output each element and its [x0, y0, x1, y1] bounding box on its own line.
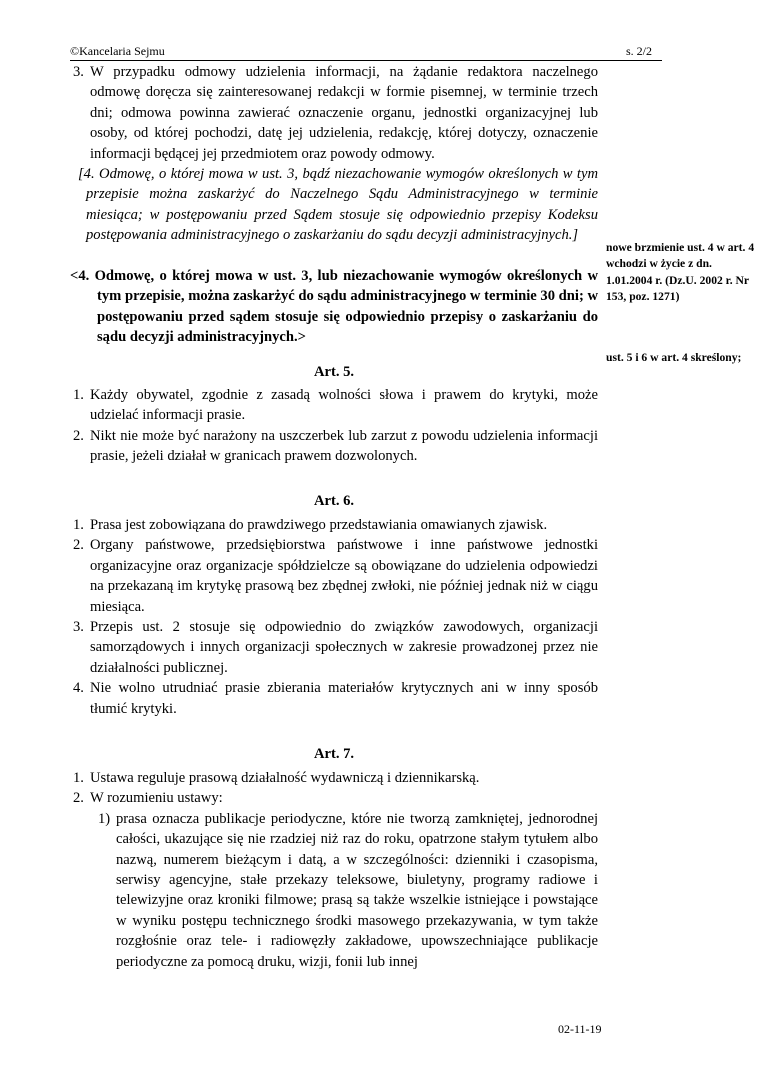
header-publisher: ©Kancelaria Sejmu	[70, 44, 165, 58]
amended-text: <4. Odmowę, o której mowa w ust. 3, lub niezachowanie wymogów określonych w tym przepisie, można zaskarżyć do sądu administracyjnego w terminie 30 dni; w postępowaniu przed sądem stosuje się odpowiednio przepisy o zaskarżaniu do sądu decyzji administracyjnych.>	[70, 268, 599, 346]
point-text: Organy państwowe, przedsiębiorstwa państwowe i inne państwowe jednostki organizacyjne oraz organizacje spółdzielcze są obowiązane do udzielenia odpowiedzi na przekazaną im krytykę prasową bez zbędnej zwłoki, nie później jednak niż w ciągu miesiąca.	[90, 537, 598, 615]
repealed-text: [4. Odmowę, o której mowa w ust. 3, bądź niezachowanie wymogów określonych w tym przepisie można zaskarżyć do Naczelnego Sądu Administracyjnego w terminie miesiąca; w postępowaniu przed Sądem stosuje się odpowiednio przepisy Kodeksu postępowania administracyjnego o zaskarżaniu do sądu decyzji administracyjnych.]	[78, 166, 598, 244]
margin-note-amendment: nowe brzmienie ust. 4 w art. 4 wchodzi w życie z dn. 1.01.2004 r. (Dz.U. 2002 r. Nr 153, poz. 1271)	[606, 241, 755, 304]
art4-point-4-new	[70, 266, 598, 348]
point-number: 2.	[73, 790, 84, 807]
point-number: 1.	[73, 770, 84, 786]
point-number: 2.	[73, 537, 84, 554]
art6-point-2	[70, 535, 598, 617]
point-number: 3.	[73, 619, 84, 636]
art6-body	[70, 515, 598, 719]
footer-date: 02-11-19	[558, 1022, 602, 1036]
art6-point-3	[70, 617, 598, 678]
margin-note-repealed: ust. 5 i 6 w art. 4 skreślony;	[606, 351, 742, 364]
point-text: Ustawa reguluje prasową działalność wydawniczą i dziennikarską.	[90, 770, 480, 786]
point-number: 2.	[73, 427, 84, 444]
art5-title: Art. 5.	[313, 364, 355, 380]
point-text: Przepis ust. 2 stosuje się odpowiednio do związków zawodowych, organizacji samorządowych i innych organizacji społecznych w zakresie prowadzonej przez nie działalności publicznej.	[90, 619, 598, 676]
art5-body	[70, 385, 598, 467]
art5-point-2	[70, 426, 598, 467]
subpoint-number: 1)	[98, 810, 111, 827]
point-text: W rozumieniu ustawy:	[90, 790, 223, 807]
art4-point-3	[70, 62, 598, 164]
art6-point-4	[70, 678, 598, 719]
header-page-number: s. 2/2	[626, 44, 653, 58]
point-number: 3.	[73, 64, 84, 80]
point-text: Prasa jest zobowiązana do prawdziwego przedstawiania omawianych zjawisk.	[90, 517, 548, 533]
art4-continuation	[70, 62, 598, 164]
point-text: Nie wolno utrudniać prasie zbierania materiałów krytycznych ani w inny sposób tłumić krytyki.	[90, 680, 598, 717]
point-text: W przypadku odmowy udzielenia informacji, na żądanie redaktora naczelnego odmowę doręcza się zainteresowanej redakcji w formie pisemnej, w terminie trzech dni; odmowa powinna zawierać oznaczenie organu, jednostki organizacyjnej lub osoby, od której pochodzi, datę jej udzielenia, redakcję, której dotyczy, oznaczenie informacji będącej jej przedmiotem oraz powody odmowy.	[90, 64, 598, 162]
art7-point-2-subpoint-1	[70, 809, 598, 972]
art6-point-1	[70, 515, 598, 535]
point-text: Każdy obywatel, zgodnie z zasadą wolności słowa i prawem do krytyki, może udzielać informacji prasie.	[90, 387, 598, 424]
point-text: Nikt nie może być narażony na uszczerbek lub zarzut z powodu udzielenia informacji prasie, jeżeli działał w granicach prawem dozwolonych.	[90, 427, 598, 465]
subpoint-text: prasa oznacza publikacje periodyczne, które nie tworzą zamkniętej, jednorodnej całości, ukazujące się nie rzadziej niż raz do roku, opatrzone stałym tytułem albo nazwą, numerem bieżącym i datą, a w szczególności: dzienniki i czasopisma, serwisy agencyjne, stałe przekazy teleksowe, biuletyny, programy radiowe i telewizyjne oraz kroniki filmowe; prasą są także wszelkie istniejące i powstające w wyniku postępu technicznego środki masowego przekazywania, w tym także rozgłośnie oraz tele- i radiowęzły zakładowe, upowszechniające publikacje periodyczne za pomocą druku, wizji, fonii lub innej	[116, 810, 598, 970]
art7-point-1	[70, 768, 598, 788]
art7-point-2	[70, 788, 598, 808]
art4-point-4-old	[70, 164, 598, 246]
point-number: 1.	[73, 517, 84, 533]
art5-point-1	[70, 385, 598, 426]
art7-title: Art. 7.	[313, 746, 355, 762]
header-rule	[70, 60, 662, 61]
art6-title: Art. 6.	[313, 493, 355, 509]
point-number: 4.	[73, 680, 84, 697]
point-number: 1.	[73, 387, 84, 403]
art7-body	[70, 768, 598, 972]
